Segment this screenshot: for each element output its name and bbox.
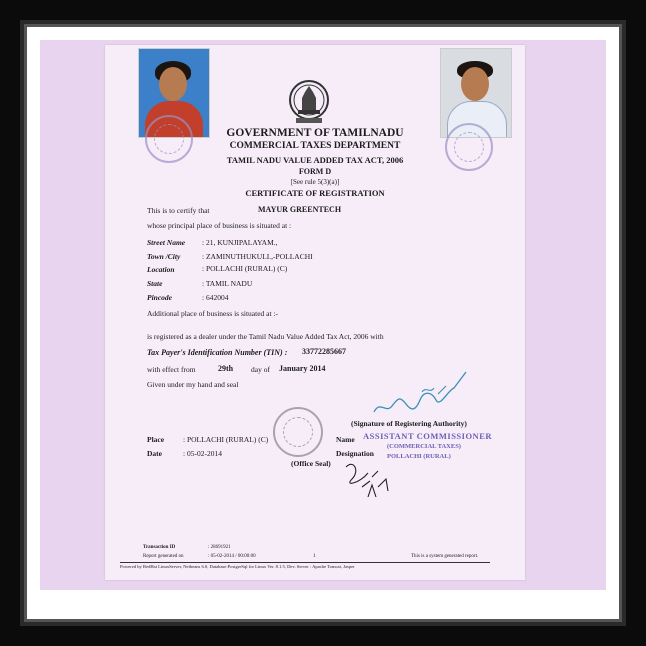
report-generated-label: Report generated on — [143, 554, 184, 559]
act-heading: TAMIL NADU VALUE ADDED TAX ACT, 2006 — [226, 155, 404, 165]
location-label: Location — [147, 265, 175, 274]
effect-from-label: with effect from — [147, 365, 196, 374]
pincode-value: : 642004 — [202, 293, 229, 302]
pincode-label: Pincode — [147, 293, 172, 302]
date-value: : 05-02-2014 — [183, 449, 222, 458]
place-value: : POLLACHI (RURAL) (C) — [183, 435, 269, 444]
transaction-value: : 28691921 — [208, 545, 231, 550]
registered-text: is registered as a dealer under the Tamil Nadu Value Added Tax Act, 2006 with — [147, 332, 384, 341]
location-value: : POLLACHI (RURAL) (C) — [202, 264, 288, 273]
street-value: : 21, KUNJIPALAYAM., — [202, 238, 278, 247]
town-value: : ZAMINUTHUKULI.,-POLLACHI — [202, 252, 313, 261]
tin-label: Tax Payer's Identification Number (TIN) : — [147, 348, 288, 357]
powered-by-text: Powered by RedHat LinuxServer, Netbeans 6.0, Database:PostgreSql for Linux Ver. 8.1.5, Dev. Server : Apache Tomcat, Jasper — [120, 564, 355, 569]
effect-day: 29th — [218, 364, 234, 373]
principal-text: whose principal place of business is situated at : — [147, 221, 292, 230]
govt-heading: GOVERNMENT OF TAMILNADU — [226, 127, 404, 139]
stamp-designation-line2: (COMMERCIAL TAXES) — [387, 443, 461, 450]
office-seal-label: (Office Seal) — [291, 459, 331, 468]
report-generated-value: : 05-02-2014 / 00:00:00 — [208, 554, 256, 559]
dept-heading: COMMERCIAL TAXES DEPARTMENT — [229, 141, 401, 151]
effect-month-year: January 2014 — [279, 364, 326, 373]
form-heading: FORM D — [298, 167, 332, 176]
transaction-label: Transaction ID — [143, 545, 176, 550]
additional-place-text: Additional place of business is situated at :- — [147, 309, 279, 318]
tin-value: 33772285667 — [302, 347, 346, 356]
system-generated-note: This is a system generated report. — [411, 554, 479, 559]
place-label: Place — [147, 435, 165, 444]
rule-reference: [See rule 5(3)(a)] — [290, 178, 340, 186]
state-label: State — [147, 279, 163, 288]
certify-text: This is to certify that — [147, 206, 210, 215]
designation-label: Designation — [336, 449, 374, 458]
page-number: 1 — [313, 554, 316, 559]
stamp-designation-line3: POLLACHI (RURAL) — [387, 453, 451, 460]
name-label: Name — [336, 435, 355, 444]
business-name: MAYUR GREENTECH — [258, 205, 342, 214]
street-label: Street Name — [147, 238, 186, 247]
certificate-title: CERTIFICATE OF REGISTRATION — [245, 188, 385, 198]
given-under-text: Given under my hand and seal — [147, 380, 239, 389]
stamp-designation-line1: ASSISTANT COMMISSIONER — [363, 431, 493, 441]
state-value: : TAMIL NADU — [202, 279, 253, 288]
date-label: Date — [147, 449, 162, 458]
authority-signature-label: (Signature of Registering Authority) — [351, 419, 467, 428]
day-of-text: day of — [251, 365, 270, 374]
town-label: Town /City — [147, 252, 181, 261]
